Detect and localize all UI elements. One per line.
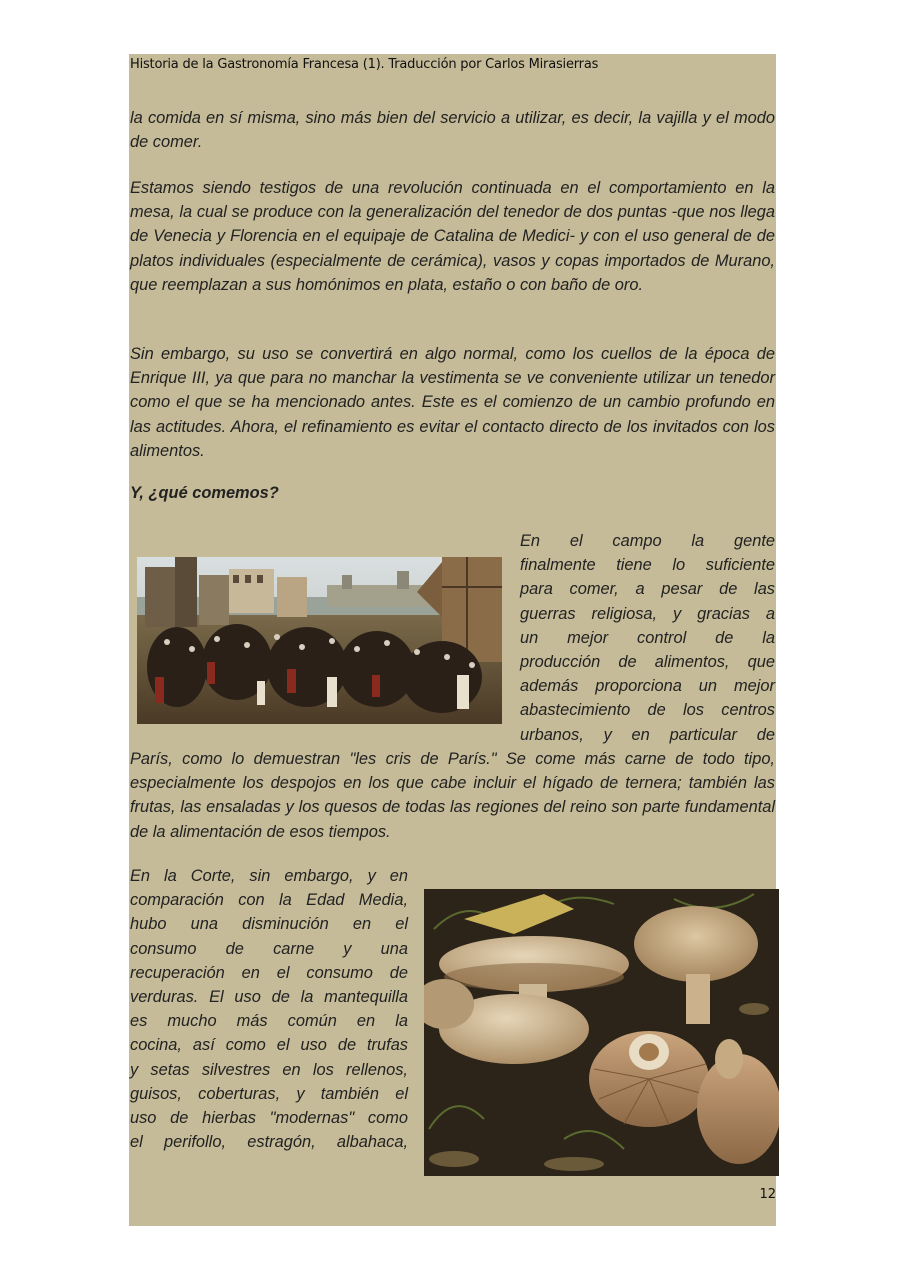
- campo-wrapped-text: [520, 529, 775, 747]
- text-line: producción de alimentos, que: [520, 653, 775, 672]
- paragraph-paris: París, como lo demuestran "les cris de París." Se come más carne de todo tipo, especialmente los despojos en los que cabe incluir el hígado de ternera; también las frutas, las ensaladas y los quesos de todas las regiones del reino son parte fundamental de la alimentación de esos tiempos.: [130, 750, 775, 841]
- text-line: un mejor control de la: [520, 628, 775, 647]
- text-line: abastecimiento de los centros: [520, 701, 775, 720]
- text-line: es mucho más común en la: [130, 1012, 408, 1031]
- text-line: consumo de carne y una: [130, 939, 408, 958]
- text-line: guerras religiosa, y gracias a: [520, 604, 775, 623]
- text-line: urbanos, y en particular de: [520, 725, 775, 744]
- text-line: además proporciona un mejor: [520, 677, 775, 696]
- text-line: verduras. El uso de la mantequilla: [130, 988, 408, 1007]
- text-line: uso de hierbas "modernas" como: [130, 1109, 408, 1128]
- paragraph-revolucion: Estamos siendo testigos de una revolución continuada en el comportamiento en la mesa, la cual se produce con la generalización del tenedor de dos puntas -que nos llega de Venecia y Florencia en el equipaje de Catalina de Medici- y con el uso general de de platos individuales (especialmente de cerámica), vasos y copas importados de Murano, que reemplazan a sus homónimos en plata, estaño o con baño de oro.: [130, 179, 775, 294]
- text-line: y setas silvestres en los rellenos,: [130, 1060, 408, 1079]
- text-line: recuperación en el consumo de: [130, 963, 408, 982]
- text-line: para comer, a pesar de las: [520, 580, 775, 599]
- page-number: 12: [759, 1187, 776, 1202]
- mushrooms-photo-image: [424, 889, 779, 1176]
- section-heading: Y, ¿qué comemos?: [130, 484, 279, 502]
- corte-wrapped-text: [130, 864, 408, 1154]
- text-line: guisos, coberturas, y también el: [130, 1084, 408, 1103]
- running-header: Historia de la Gastronomía Francesa (1). Traducción por Carlos Mirasierras: [130, 57, 599, 72]
- text-line: En el campo la gente: [520, 532, 775, 550]
- paragraph-vajilla: la comida en sí misma, sino más bien del servicio a utilizar, es decir, la vajilla y el modo de comer.: [130, 109, 775, 152]
- text-line: finalmente tiene lo suficiente: [520, 556, 775, 575]
- text-line: cocina, así como el uso de trufas: [130, 1036, 408, 1055]
- text-line: el perifollo, estragón, albahaca,: [130, 1133, 408, 1152]
- procession-painting-image: [137, 557, 502, 724]
- paragraph-enrique: Sin embargo, su uso se convertirá en algo normal, como los cuellos de la época de Enrique III, ya que para no manchar la vestimenta se ve conveniente utilizar un tenedor como el que se ha mencionado antes. Este es el comienzo de un cambio profundo en las actitudes. Ahora, el refinamiento es evitar el contacto directo de los invitados con los alimentos.: [130, 345, 775, 460]
- text-line: hubo una disminución en el: [130, 915, 408, 934]
- text-line: En la Corte, sin embargo, y en: [130, 867, 408, 885]
- text-line: comparación con la Edad Media,: [130, 891, 408, 910]
